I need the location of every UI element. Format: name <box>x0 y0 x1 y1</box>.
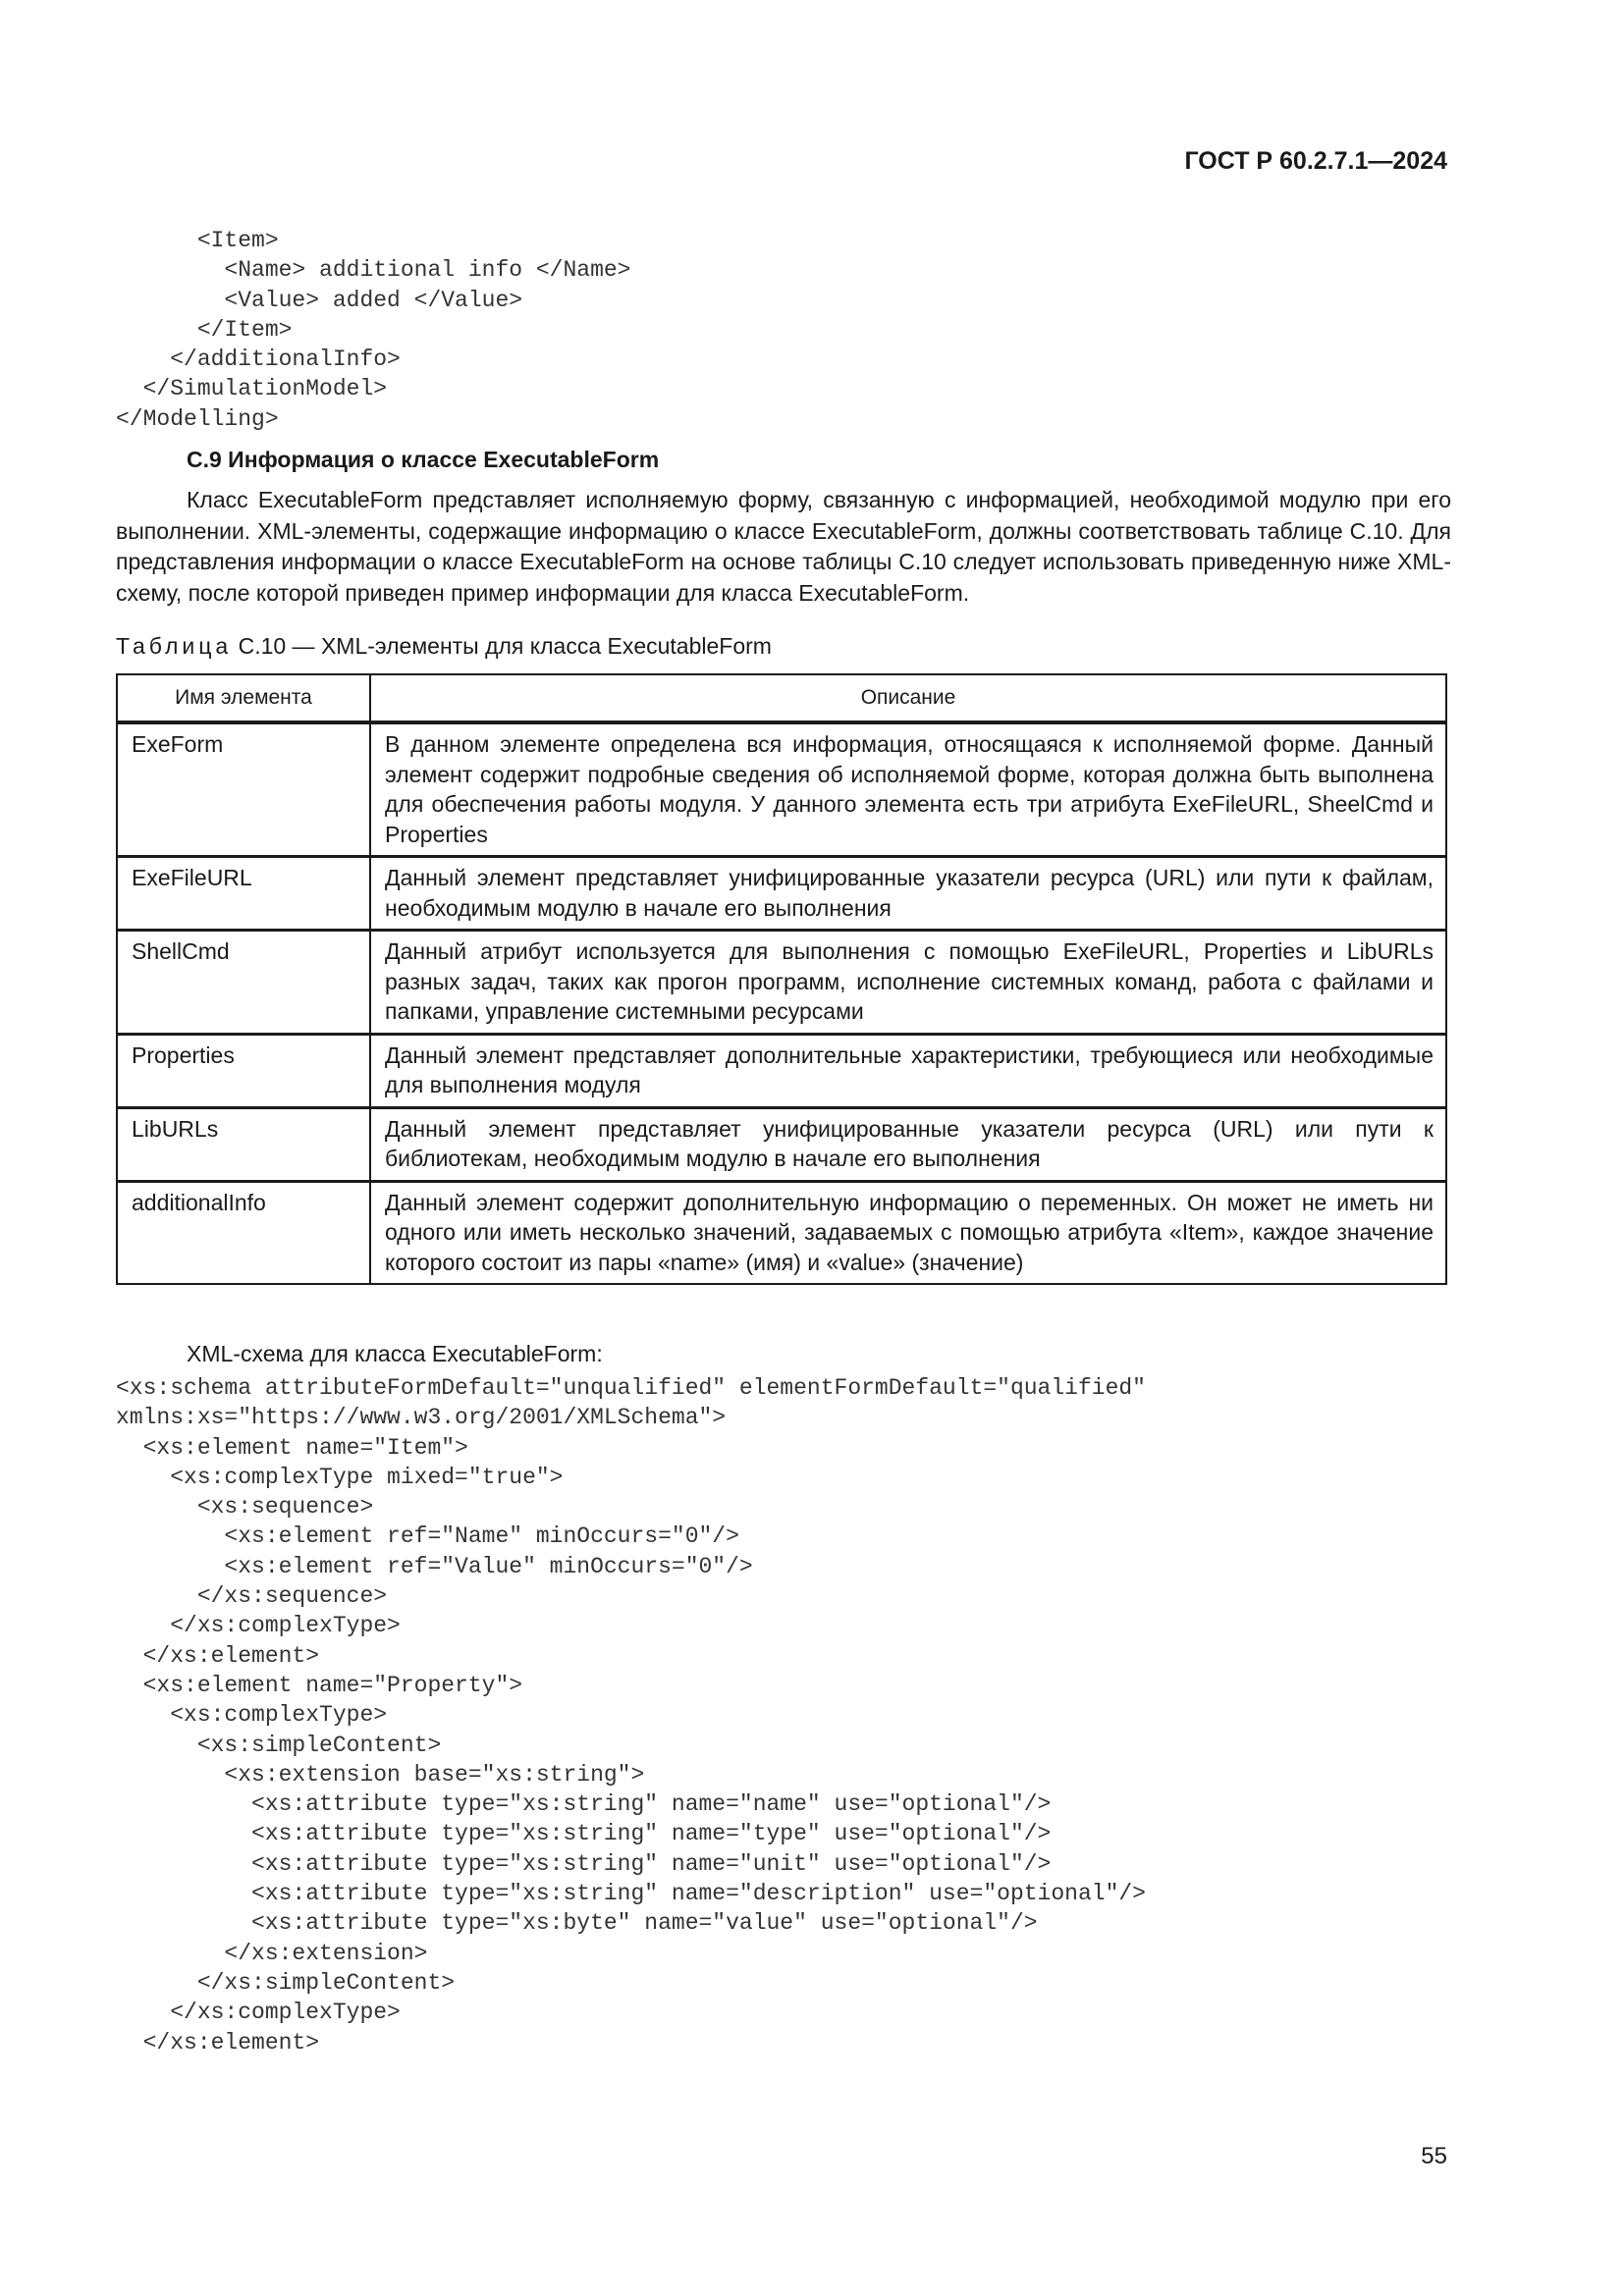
code-line: <xs:element ref="Value" minOccurs="0"/> <box>116 1553 753 1579</box>
code-line: <xs:sequence> <box>116 1494 374 1521</box>
code-line: <xs:element name="Property"> <box>116 1672 523 1698</box>
element-description-cell: Данный элемент содержит дополнительную информацию о переменных. Он может не иметь ни одного или иметь несколько значений, задаваемых с помощью атрибута «Item», каждое значение которого состоит из пары «name» (имя) и «value» (значение) <box>370 1181 1446 1284</box>
code-line: <xs:attribute type="xs:byte" name="value" use="optional"/> <box>116 1910 1038 1937</box>
table-header-row <box>117 674 1446 722</box>
table-body <box>117 722 1446 1284</box>
code-line: <xs:attribute type="xs:string" name="unit" use="optional"/> <box>116 1850 1052 1877</box>
element-name-cell: additionalInfo <box>117 1181 370 1284</box>
table-row <box>117 1107 1446 1181</box>
code-line: </xs:extension> <box>116 1940 428 1966</box>
element-name-cell: ExeForm <box>117 722 370 857</box>
element-description-cell: Данный элемент представляет унифицированные указатели ресурса (URL) или пути к файлам, необходимым модулю в начале его выполнения <box>370 857 1446 931</box>
code-line: <xs:element ref="Name" minOccurs="0"/> <box>116 1523 739 1550</box>
code-line: </Item> <box>116 316 293 343</box>
code-line: </additionalInfo> <box>116 347 401 373</box>
code-line: <xs:schema attributeFormDefault="unqualified" elementFormDefault="qualified" <box>116 1375 1146 1401</box>
code-line: <xs:attribute type="xs:string" name="description" use="optional"/> <box>116 1881 1146 1907</box>
code-line: <xs:element name="Item"> <box>116 1434 468 1461</box>
code-line: </xs:simpleContent> <box>116 1969 456 1996</box>
xml-code-block-schema <box>116 1373 1146 2057</box>
table-row <box>117 1181 1446 1284</box>
code-line: <xs:complexType mixed="true"> <box>116 1464 564 1490</box>
code-line: <Name> additional info </Name> <box>116 257 631 284</box>
table-header-name: Имя элемента <box>117 674 370 722</box>
table-header-description: Описание <box>370 674 1446 722</box>
table-row <box>117 857 1446 931</box>
table-caption-text: С.10 — XML-элементы для класса ExecutableForm <box>238 633 772 659</box>
xml-schema-intro: XML-схема для класса ExecutableForm: <box>187 1341 603 1366</box>
code-line: </xs:element> <box>116 1642 320 1669</box>
paragraph-text: Класс ExecutableForm представляет исполняемую форму, связанную с информацией, необходимой модулю при его выполнении. XML-элементы, содержащие информацию о классе ExecutableForm, должны соответствовать таблице С.10. Для представления информации о классе ExecutableForm на основе таблицы С.10 следует использовать приведенную ниже XML-схему, после которой приведен пример информации для класса ExecutableForm. <box>116 487 1451 606</box>
code-line: <xs:complexType> <box>116 1702 388 1729</box>
code-line: </SimulationModel> <box>116 376 388 402</box>
xml-code-block-top <box>116 226 631 434</box>
element-name-cell: LibURLs <box>117 1107 370 1181</box>
code-line: <xs:attribute type="xs:string" name="type" use="optional"/> <box>116 1821 1052 1847</box>
element-name-cell: Properties <box>117 1034 370 1107</box>
table-row <box>117 931 1446 1035</box>
section-paragraph <box>116 485 1451 609</box>
standard-header: ГОСТ Р 60.2.7.1—2024 <box>1184 147 1447 175</box>
code-line: </xs:sequence> <box>116 1583 388 1610</box>
element-description-cell: В данном элементе определена вся информация, относящаяся к исполняемой форме. Данный элемент содержит подробные сведения об исполняемой форме, которая должна быть выполнена для обеспечения работы модуля. У данного элемента есть три атрибута ExeFileURL, SheelCmd и Properties <box>370 722 1446 857</box>
code-line: </xs:element> <box>116 2029 320 2056</box>
code-line: xmlns:xs="https://www.w3.org/2001/XMLSchema"> <box>116 1405 727 1431</box>
element-description-cell: Данный атрибут используется для выполнения с помощью ExeFileURL, Properties и LibURLs разных задач, таких как прогон программ, исполнение системных команд, работа с файлами и папками, управление системными ресурсами <box>370 931 1446 1035</box>
element-name-cell: ShellCmd <box>117 931 370 1035</box>
code-line: </Modelling> <box>116 405 279 432</box>
table-row <box>117 1034 1446 1107</box>
code-line: <xs:simpleContent> <box>116 1732 442 1758</box>
code-line: <Value> added </Value> <box>116 287 523 313</box>
page-number: 55 <box>1421 2143 1447 2169</box>
section-title: С.9 Информация о классе ExecutableForm <box>187 447 660 472</box>
table-caption <box>116 633 772 660</box>
element-description-cell: Данный элемент представляет дополнительные характеристики, требующиеся или необходимые для выполнения модуля <box>370 1034 1446 1107</box>
elements-table <box>116 673 1447 1285</box>
element-name-cell: ExeFileURL <box>117 857 370 931</box>
code-line: <xs:attribute type="xs:string" name="name" use="optional"/> <box>116 1791 1052 1818</box>
code-line: <xs:extension base="xs:string"> <box>116 1761 645 1788</box>
code-line: <Item> <box>116 228 279 253</box>
table-caption-label: Таблица <box>116 633 233 659</box>
element-description-cell: Данный элемент представляет унифицированные указатели ресурса (URL) или пути к библиотекам, необходимым модулю в начале его выполнения <box>370 1107 1446 1181</box>
table-row <box>117 722 1446 857</box>
code-line: </xs:complexType> <box>116 1613 401 1639</box>
code-line: </xs:complexType> <box>116 2000 401 2026</box>
